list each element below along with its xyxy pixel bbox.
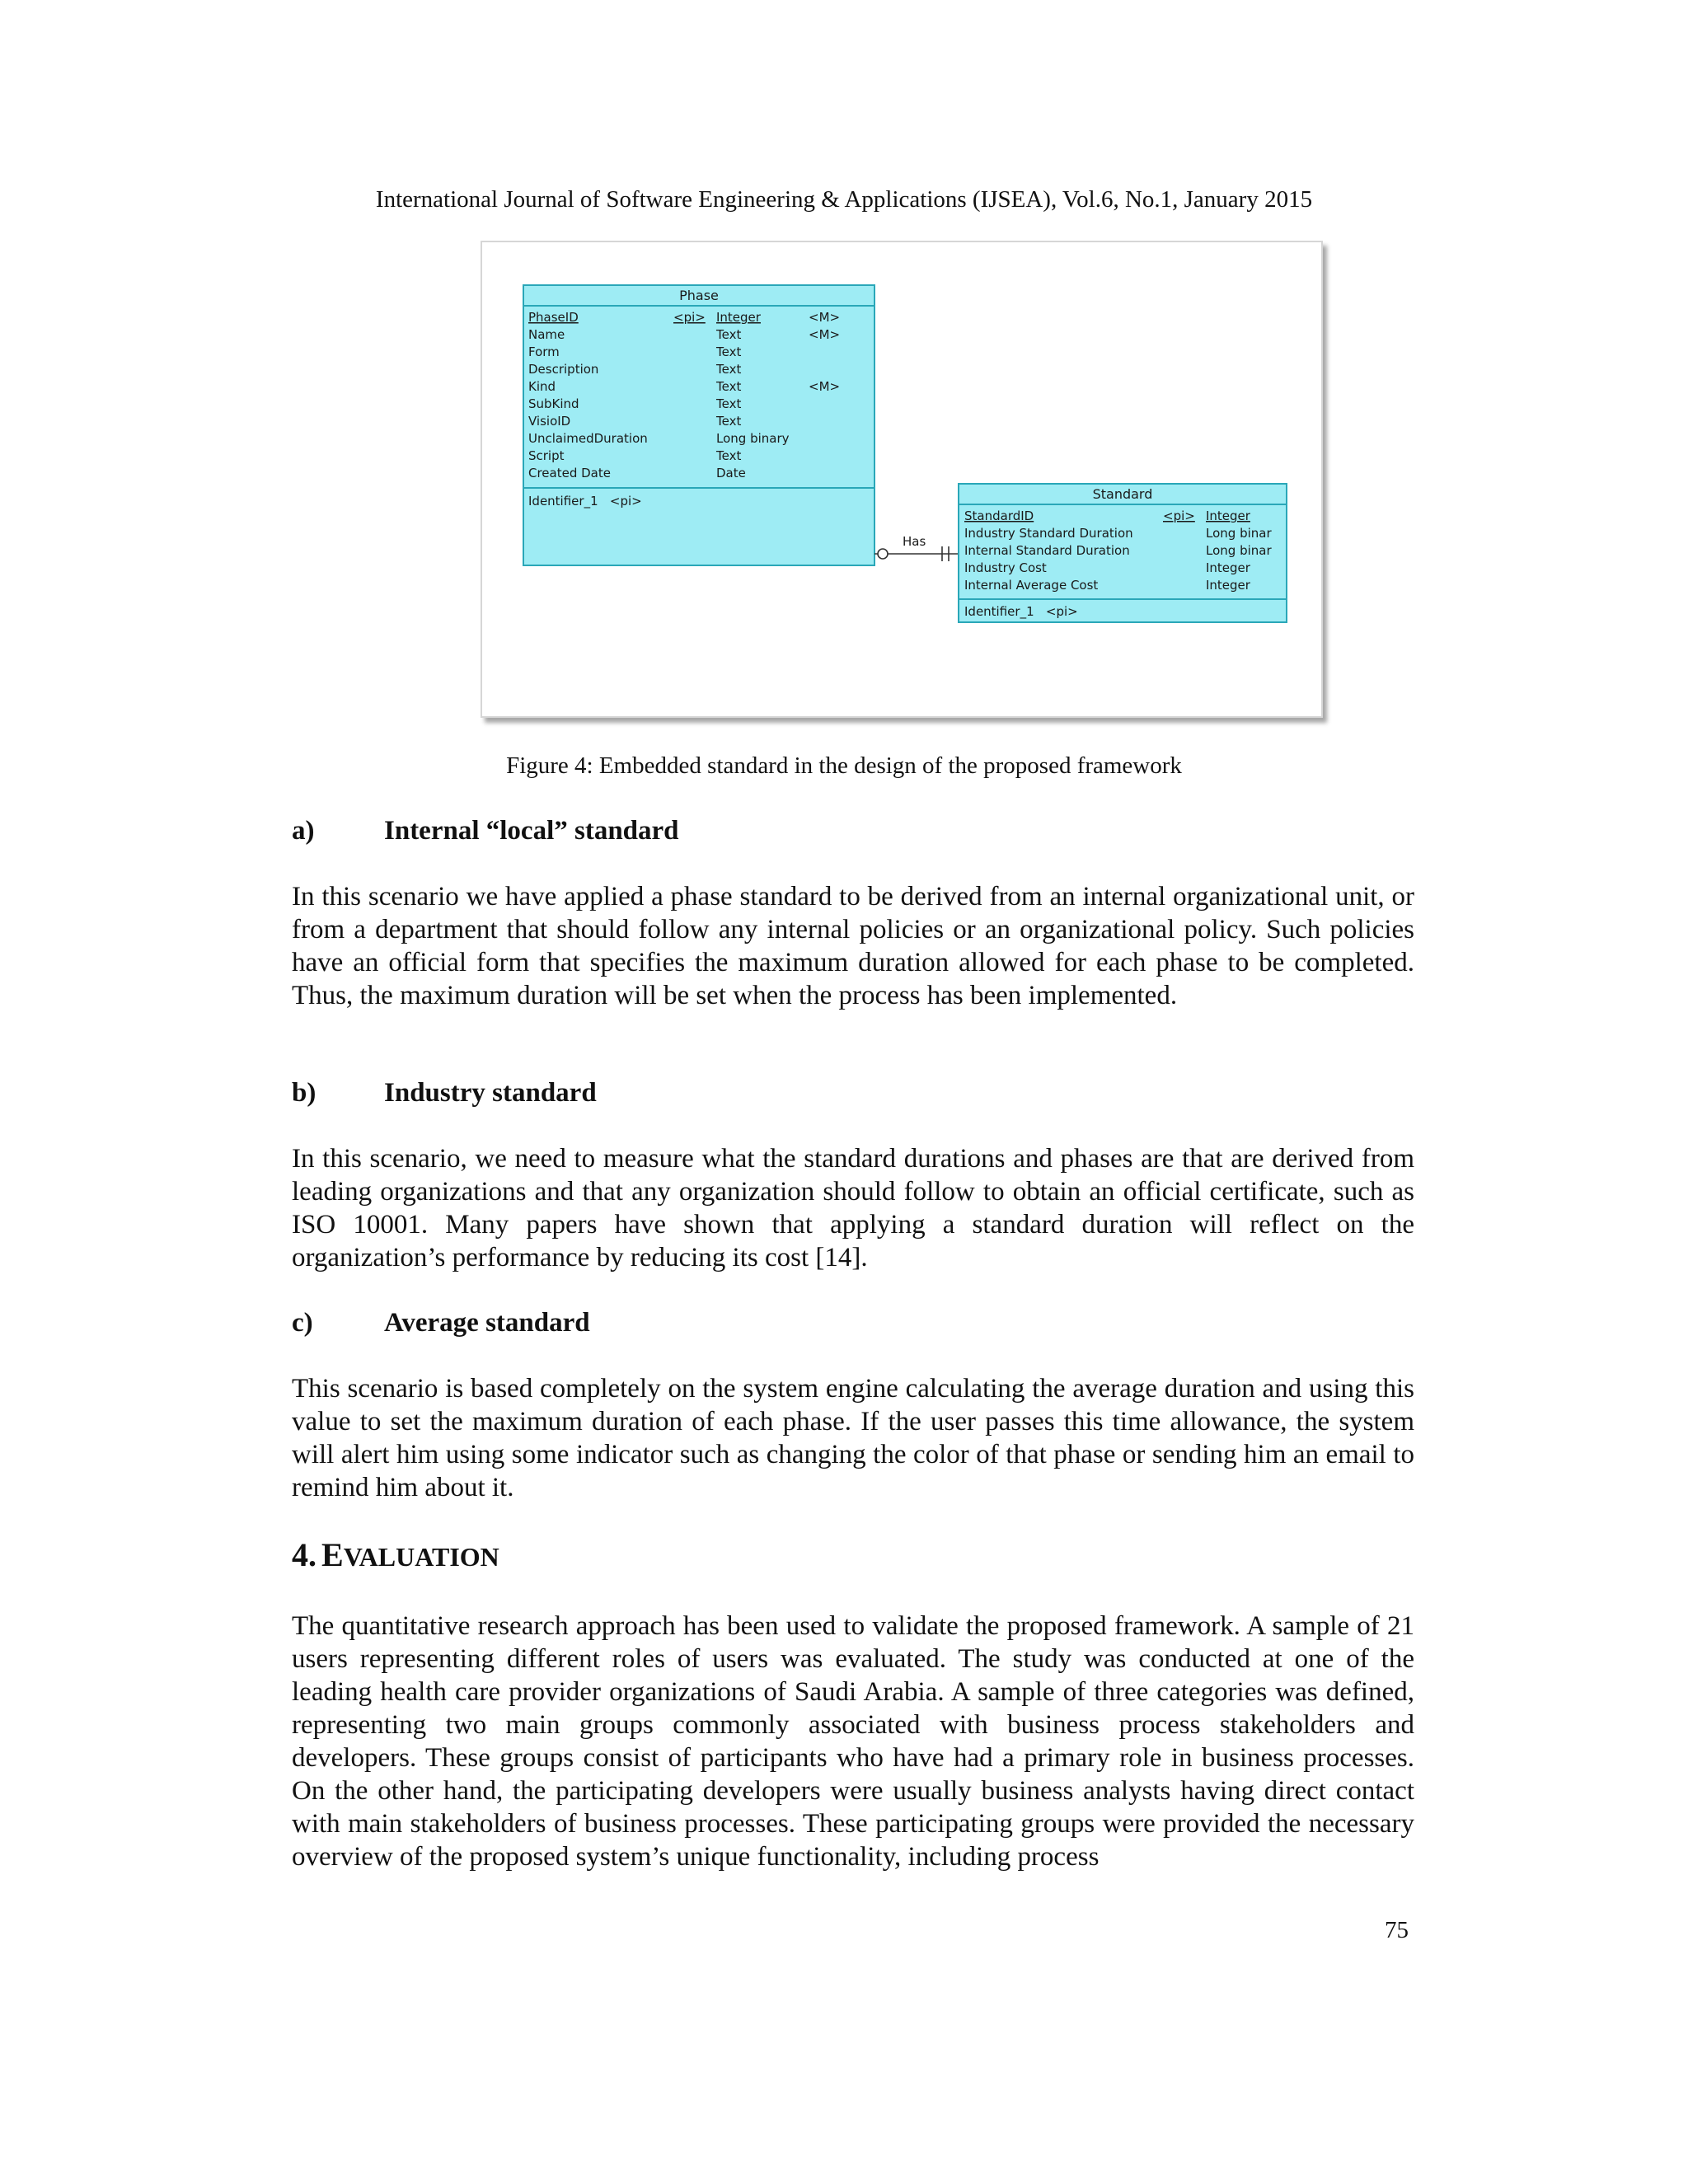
subsection-heading-b	[292, 1078, 597, 1108]
standard-attribute-row-key: <pi>	[1163, 509, 1195, 523]
standard-entity-identifier: Identifier_1 <pi>	[964, 604, 1078, 619]
phase-attribute-row-flag: <M>	[809, 327, 841, 342]
subsection-heading-a	[292, 816, 679, 846]
phase-entity-identifier: Identifier_1 <pi>	[528, 494, 642, 509]
paragraph-internal-standard: In this scenario we have applied a phase standard to be derived from an internal organizational unit, or from a department that should follow any internal policies or an organizational policy. Such policies have an official form that specifies the maximum duration allowed for each phase to be completed. Thus, the maximum duration will be set when the process has been implemented.	[292, 882, 1414, 1010]
subsection-heading-c	[292, 1308, 590, 1338]
phase-attribute-row-type: Text	[716, 396, 742, 411]
phase-attribute-row-name: VisioID	[528, 414, 571, 429]
phase-attribute-row-name: PhaseID	[528, 310, 579, 325]
subsection-title-c: Average standard	[384, 1308, 590, 1338]
subsection-letter-c: c)	[292, 1308, 313, 1338]
paragraph-average-standard: This scenario is based completely on the system engine calculating the average duration and using this value to set the maximum duration of each phase. If the user passes this time allowance, the system will alert him using some indicator such as changing the color of that phase or sending him an email to remind him about it.	[292, 1374, 1414, 1502]
phase-attribute-row-type: Text	[716, 448, 742, 463]
standard-entity-title: Standard	[1092, 486, 1153, 502]
phase-attribute-row-name: Created Date	[528, 466, 611, 480]
phase-attribute-row-type: Text	[716, 327, 742, 342]
standard-attribute-row-name: Industry Standard Duration	[964, 526, 1133, 541]
phase-attribute-row-key: <pi>	[673, 310, 706, 325]
figure-frame	[481, 241, 1323, 718]
standard-attribute-row-type: Integer	[1206, 578, 1250, 593]
phase-attribute-row-type: Date	[716, 466, 746, 480]
standard-attribute-row-type: Long binar	[1206, 526, 1272, 541]
paragraph-evaluation: The quantitative research approach has been used to validate the proposed framework. A sample of 21 users representing different roles of users was evaluated. The study was conducted at one of the leading health care provider organizations of Saudi Arabia. A sample of three categories was defined, representing two main groups commonly associated with business process stakeholders and developers. These groups consist of participants who have had a primary role in business processes. On the other hand, the participating developers were usually business analysts having direct contact with main stakeholders of business processes. These participating groups were provided the necessary overview of the proposed system’s unique functionality, including process	[292, 1611, 1414, 1872]
subsection-title-b: Industry standard	[384, 1078, 597, 1108]
phase-attribute-row-type: Text	[716, 379, 742, 394]
subsection-letter-a: a)	[292, 816, 315, 846]
phase-entity-title: Phase	[679, 288, 719, 303]
phase-attribute-row-type: Long binary	[716, 431, 790, 446]
standard-attribute-row-type: Integer	[1206, 509, 1250, 523]
standard-attribute-row-name: Internal Average Cost	[964, 578, 1099, 593]
phase-attribute-row-type: Text	[716, 362, 742, 377]
standard-attribute-row-name: Internal Standard Duration	[964, 543, 1130, 558]
standard-attribute-row-type: Integer	[1206, 560, 1250, 575]
phase-attribute-row-name: SubKind	[528, 396, 579, 411]
phase-attribute-row-type: Integer	[716, 310, 761, 325]
running-header: International Journal of Software Engineering & Applications (IJSEA), Vol.6, No.1, January 2015	[375, 186, 1313, 213]
phase-attribute-row-name: Script	[528, 448, 565, 463]
standard-attribute-row-name: StandardID	[964, 509, 1034, 523]
phase-attribute-row-name: Name	[528, 327, 565, 342]
standard-entity	[959, 484, 1287, 622]
section-number: 4.	[292, 1536, 316, 1573]
phase-attribute-row-type: Text	[716, 414, 742, 429]
page-number: 75	[1385, 1917, 1409, 1943]
section-title-rest: VALUATION	[343, 1542, 499, 1572]
relationship-optional-marker	[878, 549, 888, 559]
relationship-label: Has	[903, 534, 926, 549]
phase-attribute-row-flag: <M>	[809, 310, 841, 325]
erd-diagram	[482, 242, 1321, 716]
phase-attribute-row-name: UnclaimedDuration	[528, 431, 648, 446]
subsection-title-a: Internal “local” standard	[384, 816, 679, 846]
paragraph-industry-standard: In this scenario, we need to measure what the standard durations and phases are that are derived from leading organizations and that any organization should follow to obtain an official certificate, such as ISO 10001. Many papers have shown that applying a standard duration will reflect on the organization’s performance by reducing its cost [14].	[292, 1144, 1414, 1272]
phase-attribute-row-type: Text	[716, 344, 742, 359]
phase-entity	[523, 285, 874, 565]
standard-attribute-row-name: Industry Cost	[964, 560, 1047, 575]
subsection-letter-b: b)	[292, 1078, 316, 1108]
phase-attribute-row-name: Description	[528, 362, 599, 377]
phase-attribute-row-name: Kind	[528, 379, 556, 394]
standard-attribute-row-type: Long binar	[1206, 543, 1272, 558]
figure-caption: Figure 4: Embedded standard in the design of the proposed framework	[506, 752, 1182, 779]
has-relationship	[874, 534, 959, 561]
phase-attribute-row-flag: <M>	[809, 379, 841, 394]
section-title-initial: E	[321, 1536, 344, 1573]
section-heading-evaluation	[292, 1535, 499, 1574]
phase-attribute-row-name: Form	[528, 344, 560, 359]
